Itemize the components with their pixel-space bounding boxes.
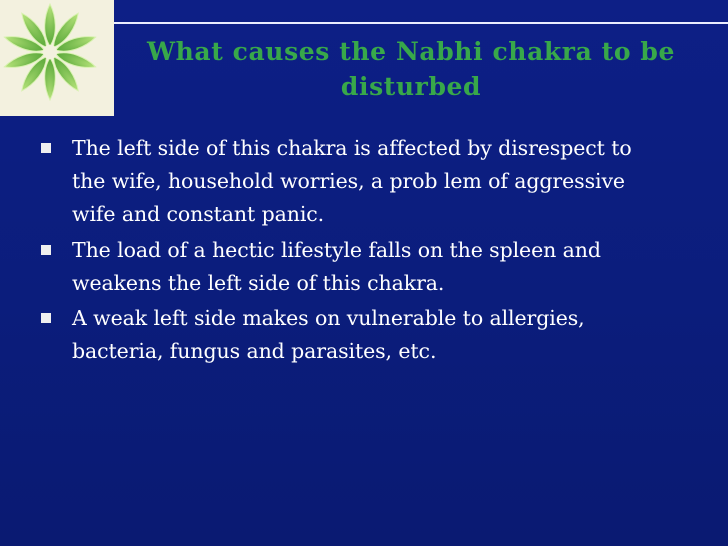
bullet-line: weakens the left side of this chakra. — [72, 271, 445, 295]
bullet-text — [72, 132, 672, 231]
slide-title-line-2: disturbed — [340, 72, 482, 101]
square-bullet-icon — [41, 313, 51, 323]
bullet-line: The load of a hectic lifestyle falls on the spleen and — [72, 238, 601, 262]
square-bullet-icon — [41, 245, 51, 255]
slide-title-line-1: What causes the Nabhi chakra to be — [146, 37, 675, 66]
bullet-line: The left side of this chakra is affected by disrespect to — [72, 136, 632, 160]
slide-title — [124, 34, 698, 104]
title-divider-line — [114, 22, 728, 24]
bullet-text — [72, 234, 672, 300]
green-star-leaves-icon — [0, 0, 114, 116]
bullet-text — [72, 302, 672, 368]
bullet-line: bacteria, fungus and parasites, etc. — [72, 339, 437, 363]
bullet-line: wife and constant panic. — [72, 202, 325, 226]
bullet-line: A weak left side makes on vulnerable to allergies, — [72, 306, 585, 330]
bullet-line: the wife, household worries, a prob lem of aggressive — [72, 169, 625, 193]
square-bullet-icon — [41, 143, 51, 153]
